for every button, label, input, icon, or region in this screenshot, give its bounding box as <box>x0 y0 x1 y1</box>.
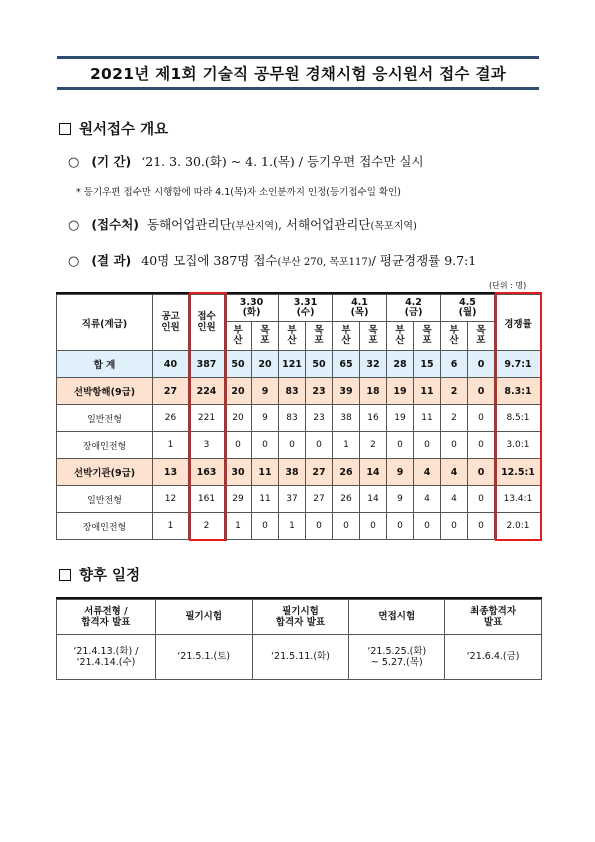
row-daily-count: 50 <box>225 351 252 378</box>
subheader-mokpo: 목 포 <box>306 322 333 351</box>
subheader-busan: 부 산 <box>225 322 252 351</box>
row-daily-count: 0 <box>468 351 495 378</box>
row-daily-count: 65 <box>333 351 360 378</box>
row-daily-count: 1 <box>333 432 360 459</box>
row-daily-count: 2 <box>441 378 468 405</box>
place-line <box>68 215 417 233</box>
row-daily-count: 0 <box>414 432 441 459</box>
row-ratio: 8.5:1 <box>495 405 542 432</box>
result-sub: (부산 270, 목포117) <box>277 257 372 268</box>
row-daily-count: 18 <box>360 378 387 405</box>
row-posted: 26 <box>153 405 189 432</box>
row-daily-count: 1 <box>279 513 306 540</box>
subheader-mokpo: 목 포 <box>252 322 279 351</box>
row-daily-count: 26 <box>333 486 360 513</box>
place-text-1: 동해어업관리단 <box>147 217 232 232</box>
title-box <box>57 56 539 90</box>
row-daily-count: 0 <box>387 432 414 459</box>
period-text: ‘21. 3. 30.(화) ~ 4. 1.(목) / 등기우편 접수만 실시 <box>141 154 424 169</box>
header-day: (금) <box>404 307 423 318</box>
row-daily-count: 32 <box>360 351 387 378</box>
row-daily-count: 11 <box>414 378 441 405</box>
row-daily-count: 14 <box>360 459 387 486</box>
row-ratio: 8.3:1 <box>495 378 542 405</box>
row-daily-count: 11 <box>252 459 279 486</box>
row-ratio: 12.5:1 <box>495 459 542 486</box>
header-date-2 <box>279 295 333 322</box>
table-row <box>57 432 542 459</box>
subheader-mokpo: 목 포 <box>360 322 387 351</box>
row-daily-count: 0 <box>468 405 495 432</box>
row-daily-count: 4 <box>414 459 441 486</box>
subheader-busan: 부 산 <box>279 322 306 351</box>
header-ratio: 경쟁률 <box>495 295 542 351</box>
row-name: 장애인전형 <box>57 432 153 459</box>
header-date: 4.5 <box>459 296 476 308</box>
row-daily-count: 0 <box>360 513 387 540</box>
row-daily-count: 0 <box>387 513 414 540</box>
results-body <box>57 351 542 540</box>
row-daily-count: 20 <box>225 378 252 405</box>
row-daily-count: 16 <box>360 405 387 432</box>
table-row <box>57 459 542 486</box>
row-ratio: 13.4:1 <box>495 486 542 513</box>
row-daily-count: 6 <box>441 351 468 378</box>
row-received: 387 <box>189 351 225 378</box>
header-day: (목) <box>350 307 369 318</box>
section-heading-overview <box>59 118 168 139</box>
row-received: 3 <box>189 432 225 459</box>
row-daily-count: 39 <box>333 378 360 405</box>
schedule-value-written: ‘21.5.1.(토) <box>155 635 252 680</box>
header-day: (수) <box>296 307 315 318</box>
row-daily-count: 50 <box>306 351 333 378</box>
row-daily-count: 30 <box>225 459 252 486</box>
results-table <box>56 294 542 540</box>
row-daily-count: 20 <box>225 405 252 432</box>
schedule-header-documents: 서류전형 / 합격자 발표 <box>57 600 156 635</box>
period-label: (기 간) <box>91 154 132 169</box>
row-daily-count: 2 <box>360 432 387 459</box>
row-daily-count: 2 <box>441 405 468 432</box>
row-daily-count: 29 <box>225 486 252 513</box>
period-note: * 등기우편 접수만 시행함에 따라 4.1(목)자 소인분까지 인정(등기접수일 확인) <box>76 187 401 198</box>
row-daily-count: 0 <box>468 459 495 486</box>
circle-bullet-icon: ○ <box>68 155 80 170</box>
period-line <box>68 152 424 170</box>
row-posted: 13 <box>153 459 189 486</box>
header-date-3 <box>333 295 387 322</box>
row-name: 선박기관(9급) <box>57 459 153 486</box>
row-daily-count: 0 <box>414 513 441 540</box>
table-row <box>57 351 542 378</box>
row-posted: 1 <box>153 513 189 540</box>
table-row <box>57 378 542 405</box>
page-title: 2021년 제1회 기술직 공무원 경채시험 응시원서 접수 결과 <box>89 65 507 83</box>
row-name: 일반전형 <box>57 486 153 513</box>
table-row <box>57 486 542 513</box>
result-label: (결 과) <box>91 253 132 268</box>
row-daily-count: 23 <box>306 405 333 432</box>
place-sub-1: (부산지역) <box>231 221 278 232</box>
header-date: 4.1 <box>351 296 368 308</box>
row-ratio: 2.0:1 <box>495 513 542 540</box>
row-daily-count: 37 <box>279 486 306 513</box>
row-daily-count: 27 <box>306 486 333 513</box>
row-name: 일반전형 <box>57 405 153 432</box>
row-daily-count: 9 <box>252 378 279 405</box>
row-ratio: 9.7:1 <box>495 351 542 378</box>
row-daily-count: 19 <box>387 405 414 432</box>
circle-bullet-icon: ○ <box>68 254 80 269</box>
row-daily-count: 0 <box>468 486 495 513</box>
row-daily-count: 19 <box>387 378 414 405</box>
header-day: (월) <box>458 307 477 318</box>
row-daily-count: 0 <box>225 432 252 459</box>
row-name: 선박항해(9급) <box>57 378 153 405</box>
row-daily-count: 83 <box>279 378 306 405</box>
schedule-value-final: ‘21.6.4.(금) <box>445 635 542 680</box>
row-daily-count: 38 <box>333 405 360 432</box>
header-day: (화) <box>242 307 261 318</box>
row-daily-count: 9 <box>387 486 414 513</box>
row-daily-count: 121 <box>279 351 306 378</box>
table-row <box>57 405 542 432</box>
row-daily-count: 38 <box>279 459 306 486</box>
row-daily-count: 4 <box>441 486 468 513</box>
row-daily-count: 15 <box>414 351 441 378</box>
row-daily-count: 0 <box>441 432 468 459</box>
section-heading-text: 향후 일정 <box>79 568 141 584</box>
row-posted: 40 <box>153 351 189 378</box>
row-daily-count: 4 <box>414 486 441 513</box>
row-daily-count: 11 <box>414 405 441 432</box>
row-daily-count: 0 <box>252 432 279 459</box>
schedule-header-interview: 면접시험 <box>349 600 445 635</box>
row-daily-count: 0 <box>252 513 279 540</box>
header-date-1 <box>225 295 279 322</box>
row-daily-count: 9 <box>252 405 279 432</box>
row-daily-count: 0 <box>306 432 333 459</box>
unit-label: (단위 : 명) <box>489 281 527 290</box>
schedule-header-final: 최종합격자 발표 <box>445 600 542 635</box>
place-text-2: , 서해어업관리단 <box>277 217 371 232</box>
header-date-4 <box>387 295 441 322</box>
header-posted: 공고 인원 <box>153 295 189 351</box>
square-bullet-icon <box>59 569 71 581</box>
row-daily-count: 0 <box>468 432 495 459</box>
row-received: 161 <box>189 486 225 513</box>
header-date: 3.31 <box>293 296 318 308</box>
row-received: 221 <box>189 405 225 432</box>
row-received: 224 <box>189 378 225 405</box>
header-date: 3.30 <box>239 296 264 308</box>
row-posted: 12 <box>153 486 189 513</box>
subheader-busan: 부 산 <box>387 322 414 351</box>
row-name: 장애인전형 <box>57 513 153 540</box>
schedule-value-interview: ‘21.5.25.(화) ~ 5.27.(목) <box>349 635 445 680</box>
schedule-value-documents: ‘21.4.13.(화) / ‘21.4.14.(수) <box>57 635 156 680</box>
section-heading-schedule <box>59 564 140 585</box>
result-text-1: 40명 모집에 387명 접수 <box>141 253 278 268</box>
result-text-2: / 평균경쟁률 9.7:1 <box>371 253 477 268</box>
row-daily-count: 20 <box>252 351 279 378</box>
row-daily-count: 0 <box>279 432 306 459</box>
header-rank: 직류(계급) <box>57 295 153 351</box>
row-daily-count: 1 <box>225 513 252 540</box>
row-daily-count: 0 <box>468 378 495 405</box>
schedule-table <box>56 599 542 680</box>
row-daily-count: 0 <box>333 513 360 540</box>
row-posted: 27 <box>153 378 189 405</box>
row-received: 2 <box>189 513 225 540</box>
row-daily-count: 28 <box>387 351 414 378</box>
schedule-value-written-result: ‘21.5.11.(화) <box>252 635 349 680</box>
row-received: 163 <box>189 459 225 486</box>
subheader-mokpo: 목 포 <box>414 322 441 351</box>
subheader-busan: 부 산 <box>441 322 468 351</box>
row-daily-count: 27 <box>306 459 333 486</box>
row-daily-count: 23 <box>306 378 333 405</box>
header-date: 4.2 <box>405 296 422 308</box>
schedule-header-written-result: 필기시험 합격자 발표 <box>252 600 349 635</box>
row-daily-count: 4 <box>441 459 468 486</box>
row-daily-count: 9 <box>387 459 414 486</box>
row-daily-count: 0 <box>468 513 495 540</box>
row-ratio: 3.0:1 <box>495 432 542 459</box>
header-received: 접수 인원 <box>189 295 225 351</box>
place-label: (접수처) <box>91 217 139 232</box>
row-daily-count: 14 <box>360 486 387 513</box>
row-daily-count: 11 <box>252 486 279 513</box>
row-daily-count: 83 <box>279 405 306 432</box>
row-posted: 1 <box>153 432 189 459</box>
place-sub-2: (목포지역) <box>370 221 417 232</box>
square-bullet-icon <box>59 123 71 135</box>
section-heading-text: 원서접수 개요 <box>79 122 169 138</box>
row-name: 합 계 <box>57 351 153 378</box>
row-daily-count: 26 <box>333 459 360 486</box>
schedule-header-written: 필기시험 <box>155 600 252 635</box>
circle-bullet-icon: ○ <box>68 218 80 233</box>
subheader-mokpo: 목 포 <box>468 322 495 351</box>
subheader-busan: 부 산 <box>333 322 360 351</box>
table-row <box>57 513 542 540</box>
row-daily-count: 0 <box>306 513 333 540</box>
result-line <box>68 251 476 269</box>
header-date-5 <box>441 295 495 322</box>
row-daily-count: 0 <box>441 513 468 540</box>
